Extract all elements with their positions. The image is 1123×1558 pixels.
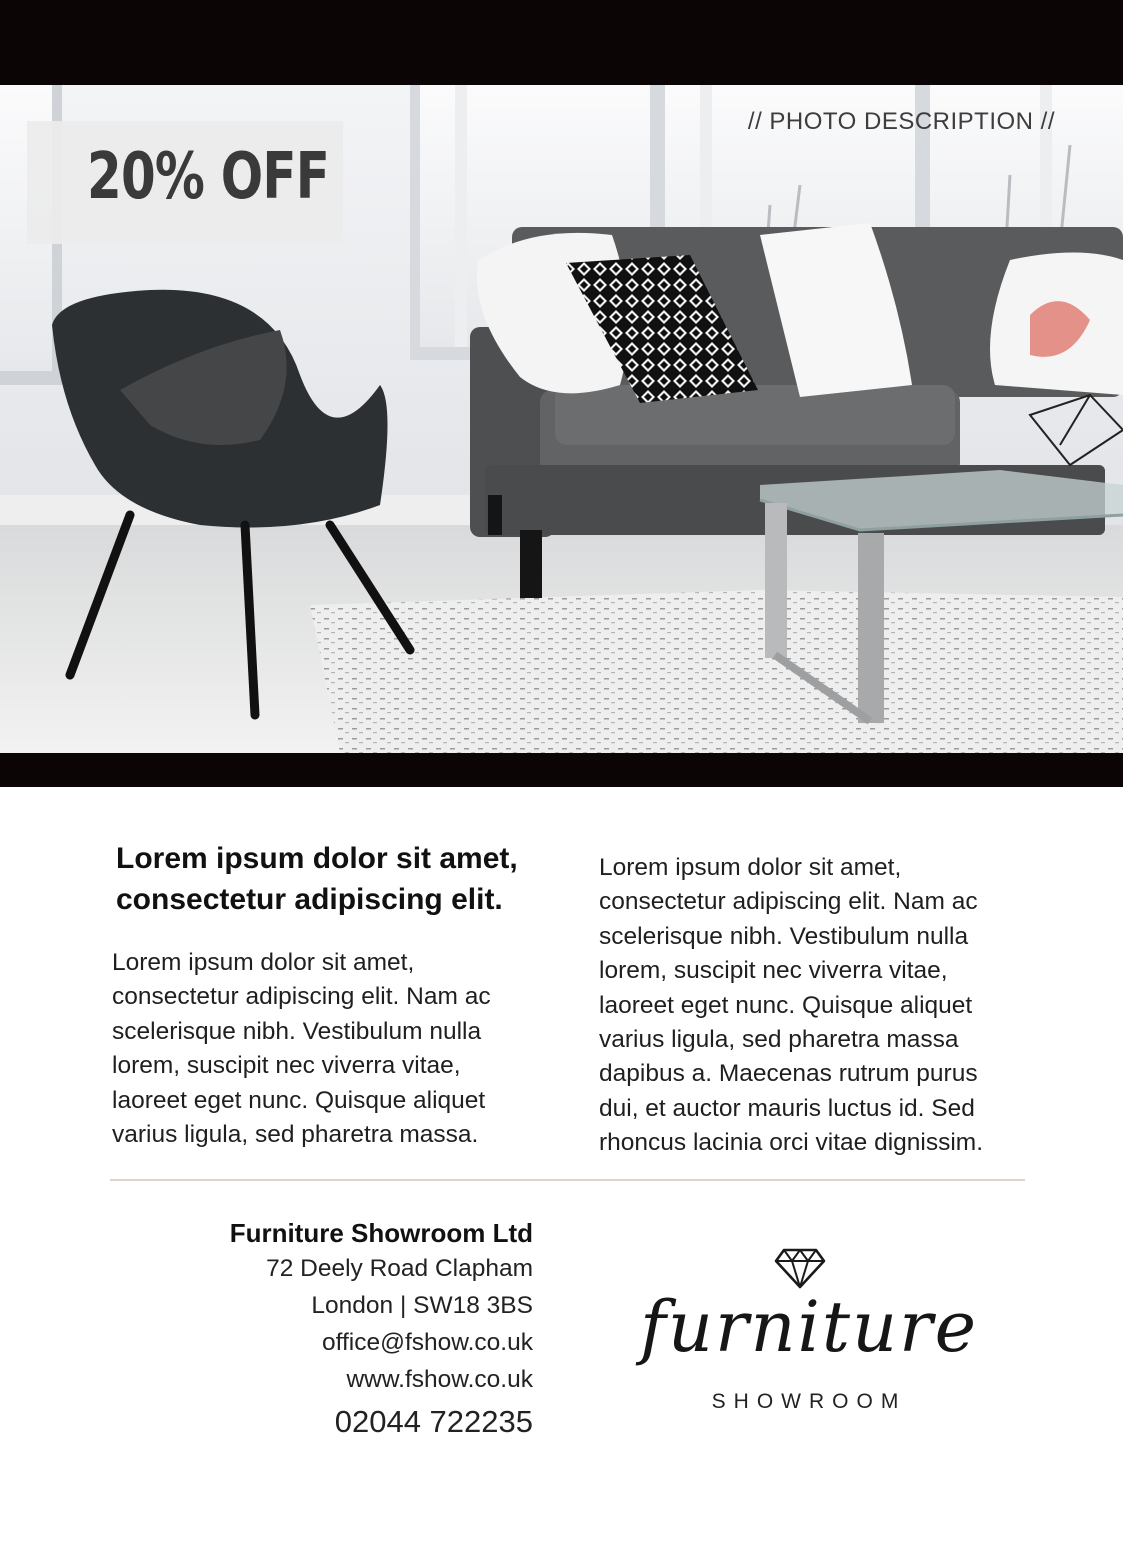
text-line: scelerisque nibh. Vestibulum nulla (599, 922, 969, 950)
text-line: consectetur adipiscing elit. Nam ac (112, 983, 491, 1011)
text-line: Lorem ipsum dolor sit amet, (112, 949, 415, 976)
address-line: London | SW18 3BS (311, 1292, 533, 1319)
text-line: laoreet eget nunc. Quisque aliquet (599, 991, 973, 1019)
photo-description: // PHOTO DESCRIPTION // (747, 108, 1055, 135)
company-name: Furniture Showroom Ltd (229, 1218, 533, 1248)
text-line: varius ligula, sed pharetra massa. (112, 1121, 479, 1149)
text-line: consectetur adipiscing elit. Nam ac (599, 888, 978, 916)
text-line: dapibus a. Maecenas rutrum purus (599, 1060, 978, 1088)
logo-wordmark: furniture (640, 1286, 979, 1368)
text-line: lorem, suscipit nec viverra vitae, (112, 1052, 461, 1080)
top-black-band (0, 0, 1123, 85)
offer-text: 20% OFF (87, 140, 330, 214)
contact-block (63, 1216, 533, 1444)
bottom-black-band (0, 753, 1123, 787)
right-text-column (599, 851, 1069, 1161)
email-link[interactable]: office@fshow.co.uk (321, 1329, 533, 1356)
phone-number: 02044 722235 (334, 1404, 533, 1439)
text-line: dui, et auctor mauris luctus id. Sed (599, 1094, 975, 1122)
website-link[interactable]: www.fshow.co.uk (346, 1366, 533, 1393)
left-text-column (112, 946, 582, 1152)
text-line: varius ligula, sed pharetra massa (599, 1026, 959, 1054)
headline-line: consectetur adipiscing elit. (116, 883, 503, 916)
headline-line: Lorem ipsum dolor sit amet, (116, 842, 518, 875)
section-divider (110, 1179, 1025, 1181)
text-line: rhoncus lacinia orci vitae dignissim. (599, 1129, 983, 1157)
text-line: Lorem ipsum dolor sit amet, (599, 854, 902, 881)
logo-subtitle: SHOWROOM (711, 1390, 907, 1413)
address-line: 72 Deely Road Clapham (266, 1255, 533, 1282)
brand-logo (640, 1246, 979, 1426)
headline (116, 838, 616, 920)
text-line: laoreet eget nunc. Quisque aliquet (112, 1086, 486, 1114)
offer-banner (27, 121, 343, 244)
text-line: scelerisque nibh. Vestibulum nulla (112, 1017, 482, 1045)
text-line: lorem, suscipit nec viverra vitae, (599, 957, 948, 985)
